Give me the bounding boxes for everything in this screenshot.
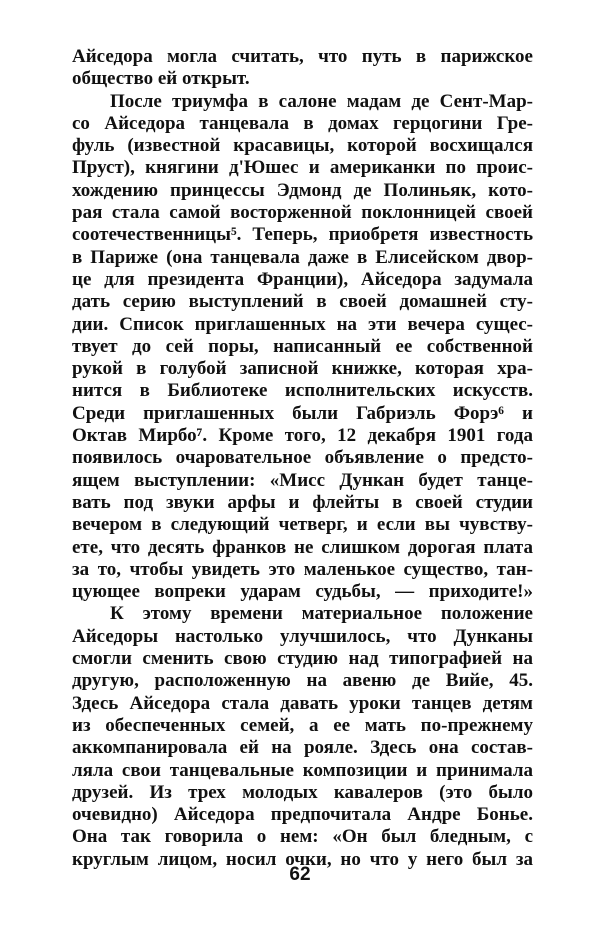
text-line: хождению принцессы Эдмонд де Полиньяк, кото- [72,179,533,201]
text-line: другую, расположенную на авеню де Вийе, 45. [72,670,533,692]
text-line: Среди приглашенных были Габриэль Форэ⁶ и [72,402,533,424]
text-line: за то, чтобы увидеть это маленькое существо, тан- [72,558,533,580]
text-line: фуль (известной красавицы, которой восхищался [72,135,533,157]
text-line: Пруст), княгини д'Юшес и американки по проис- [72,157,533,179]
book-page-text [72,46,533,871]
text-line: со Айседора танцевала в домах герцогини Гре- [72,112,533,134]
text-line: Айседоры настолько улучшилось, что Дунканы [72,625,533,647]
text-line: рая стала самой восторженной поклонницей своей [72,202,533,224]
text-line: дать серию выступлений в своей домашней сту- [72,291,533,313]
text-line: очевидно) Айседора предпочитала Андре Бонье. [72,804,533,826]
text-line: Айседора могла считать, что путь в парижское [72,46,533,67]
text-line: друзей. Из трех молодых кавалеров (это было [72,781,533,803]
text-line: Она так говорила о нем: «Он был бледным, с [72,826,533,848]
text-line: соотечественницы⁵. Теперь, приобретя известность [72,224,533,246]
text-line: аккомпанировала ей на рояле. Здесь она состав- [72,737,533,759]
text-line: ящем выступлении: «Мисс Дункан будет танце- [72,469,533,491]
text-line: ляла свои танцевальные композиции и принимала [72,759,533,781]
text-line: цующее вопреки ударам судьбы, — приходите!» [72,581,533,603]
text-line: рукой в голубой записной книжке, которая хра- [72,358,533,380]
page-number: 62 [289,864,311,885]
text-line: смогли сменить свою студию над типографией на [72,648,533,670]
text-line: К этому времени материальное положение [110,603,533,625]
text-line: твует до сей поры, написанный ее собственной [72,335,533,357]
text-line: вать под звуки арфы и флейты в своей студии [72,491,533,513]
text-line: Здесь Айседора стала давать уроки танцев детям [72,692,533,714]
text-line: вечером в следующий четверг, и если вы чувству- [72,514,533,536]
text-line: из обеспеченных семей, а ее мать по-прежнему [72,714,533,736]
text-line: Октав Мирбо⁷. Кроме того, 12 декабря 1901 года [72,425,533,447]
text-line: ете, что десять франков не слишком дорогая плата [72,536,533,558]
text-line: круглым лицом, носил очки, но что у него был за [72,848,533,870]
text-line: общество ей открыт. [72,68,250,90]
text-line: После триумфа в салоне мадам де Сент-Мар- [110,90,533,112]
text-line: появилось очаровательное объявление о предсто- [72,447,533,469]
text-line: дии. Список приглашенных на эти вечера сущес- [72,313,533,335]
text-line: в Париже (она танцевала даже в Елисейском двор- [72,246,533,268]
text-line: це для президента Франции), Айседора задумала [72,268,533,290]
text-line: нится в Библиотеке исполнительских искусств. [72,380,533,402]
